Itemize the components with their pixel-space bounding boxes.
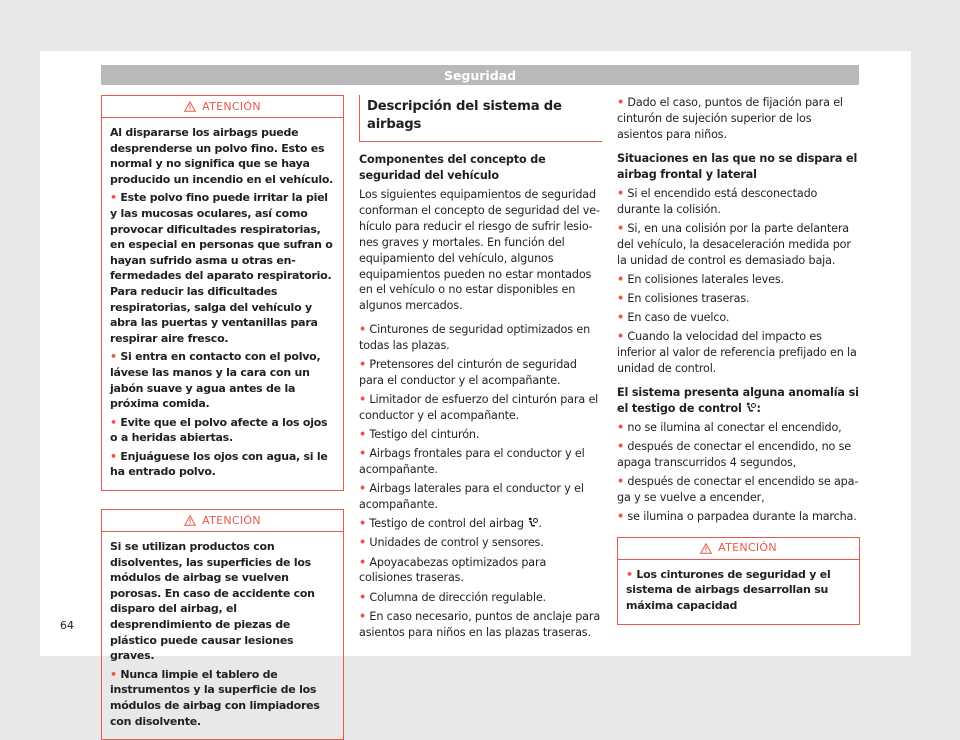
bullet-icon: • [617, 420, 625, 434]
list-item: • Cuando la velocidad del impacto es inferior al valor de referencia prefijado en la unidad de control. [617, 329, 857, 375]
bullet-icon: • [617, 474, 625, 488]
bullet-icon: • [617, 329, 625, 343]
list-item: • Pretensores del cinturón de seguridad para el conductor y el acompañante. [359, 358, 577, 388]
warning-header [618, 538, 859, 560]
bullet-icon: • [359, 555, 367, 569]
bullet-icon: • [617, 310, 625, 324]
airbag-warning-icon [527, 517, 538, 529]
paragraph: Los siguientes equipamientos de seguridad conforman el concepto de seguridad del vehículo para reducir el riesgo de sufrir lesiones graves y mortales. En función del equipamiento del vehículo, algunos equipamientos pueden no estar montados en el vehículo o no estar disponibles en algunos mercados. [359, 188, 601, 313]
bullet-icon: • [617, 291, 625, 305]
page-header [101, 65, 859, 85]
list-item: • Testigo del cinturón. [359, 428, 480, 442]
list-item: • Unidades de control y sensores. [359, 536, 544, 550]
list-item: • Enjuáguese los ojos con agua, si le ha entrado polvo. [110, 449, 328, 479]
list-item: • se ilumina o parpadea durante la marcha. [617, 509, 857, 523]
bullet-icon: • [359, 358, 367, 372]
list-item: • En caso necesario, puntos de anclaje para asientos para niños en las plazas traseras. [359, 609, 601, 639]
bullet-icon: • [359, 536, 367, 550]
bullet-icon: • [617, 439, 625, 453]
list-item: • Testigo de control del airbag . [359, 517, 542, 531]
list-item: • Si entra en contacto con el polvo, lávese las manos y la cara con un jabón suave y agua antes de la próxima comida. [110, 350, 321, 411]
list-item: • Airbags frontales para el conductor y el acompañante. [359, 447, 585, 477]
warning-triangle-icon [184, 515, 196, 526]
list-item: • Evite que el polvo afecte a los ojos o a heridas abiertas. [110, 415, 328, 445]
warning-intro: Si se utilizan productos con disolventes, las superficies de los módulos de airbag se vuelven porosas. En caso de accidente con disparo del airbag, el desprendimiento de piezas de plástico puede causar lesiones graves. [110, 540, 315, 663]
bullet-icon: • [617, 272, 625, 286]
warning-body [102, 118, 343, 490]
bullet-icon: • [359, 482, 367, 496]
warning-box-1 [101, 95, 344, 491]
warning-box-2 [101, 509, 344, 740]
warning-label: ATENCIÓN [718, 541, 777, 555]
bullet-icon: • [110, 350, 117, 364]
subheading: El sistema presenta alguna anomalía si el testigo de control : [617, 385, 859, 415]
list-item: • Cinturones de seguridad optimizados en todas las plazas. [359, 323, 591, 353]
column-2 [359, 95, 602, 644]
bullet-icon: • [359, 323, 367, 337]
warning-body [618, 560, 859, 624]
list-item: • Columna de dirección regulable. [359, 590, 546, 604]
page-number: 64 [60, 619, 74, 632]
warning-body [102, 532, 343, 739]
list-item: • no se ilumina al conectar el encendido, [617, 420, 842, 434]
bullet-icon: • [110, 449, 117, 463]
list-item: • Los cinturones de seguridad y el sistema de airbags desarrollan su máxima capacidad [626, 567, 831, 612]
list-item: • Este polvo fino puede irritar la piel y las mucosas oculares, así como provocar dificultades respiratorias, en especial en personas que sufran o hayan sufrido asma u otras enfermedades del aparato respiratorio. Para reducir las dificultades respiratorias, salga del vehículo y abra las puertas y ventanillas para respirar aire fresco. [110, 191, 333, 345]
bullet-icon: • [626, 567, 633, 581]
list-item: • En colisiones laterales leves. [617, 272, 784, 286]
bullet-icon: • [617, 509, 625, 523]
airbag-warning-icon [745, 402, 756, 414]
list-item: • En colisiones traseras. [617, 291, 750, 305]
warning-label: ATENCIÓN [202, 99, 261, 113]
subheading: Situaciones en las que no se dispara el airbag frontal y lateral [617, 151, 858, 181]
list-item: • Limitador de esfuerzo del cinturón para el conductor y el acompañante. [359, 393, 599, 423]
warning-label: ATENCIÓN [202, 513, 261, 527]
header-title: Seguridad [443, 67, 517, 83]
bullet-icon: • [617, 221, 625, 235]
warning-header [102, 96, 343, 118]
list-item: • Si, en una colisión por la parte delantera del vehículo, la desaceleración medida por la unidad de control es demasiado baja. [617, 221, 851, 267]
bullet-icon: • [110, 415, 117, 429]
column-3 [617, 95, 860, 625]
bullet-icon: • [359, 517, 367, 531]
list-item: • después de conectar el encendido se apaga y se vuelve a encender, [617, 474, 859, 504]
warning-intro: Al dispararse los airbags puede desprenderse un polvo fino. Esto es normal y no significa que se haya producido un incendio en el vehículo. [110, 126, 334, 186]
bullet-icon: • [359, 428, 367, 442]
list-item: • En caso de vuelco. [617, 310, 730, 324]
list-item: • después de conectar el encendido, no se apaga transcurridos 4 segundos, [617, 439, 852, 469]
bullet-icon: • [359, 590, 367, 604]
section-title: Descripción del sistema de airbags [359, 95, 602, 142]
list-item: • Si el encendido está desconectado durante la colisión. [617, 186, 818, 216]
list-item: • Dado el caso, puntos de fijación para el cinturón de sujeción superior de los asientos para niños. [617, 96, 843, 141]
bullet-icon: • [110, 667, 117, 681]
column-1 [101, 95, 344, 740]
bullet-icon: • [617, 186, 625, 200]
list-item: • Airbags laterales para el conductor y el acompañante. [359, 482, 584, 512]
warning-triangle-icon [700, 543, 712, 554]
warning-box-3 [617, 537, 860, 625]
warning-header [102, 510, 343, 532]
bullet-icon: • [617, 96, 625, 109]
subheading: Componentes del concepto de seguridad del vehículo [359, 153, 546, 182]
bullet-icon: • [359, 609, 367, 623]
warning-triangle-icon [184, 101, 196, 112]
bullet-icon: • [110, 191, 117, 205]
list-item: • Apoyacabezas optimizados para colisiones traseras. [359, 555, 547, 585]
bullet-icon: • [359, 393, 367, 407]
bullet-icon: • [359, 447, 367, 461]
list-item: • Nunca limpie el tablero de instrumentos y la superficie de los módulos de airbag con limpiadores con disolvente. [110, 667, 320, 728]
